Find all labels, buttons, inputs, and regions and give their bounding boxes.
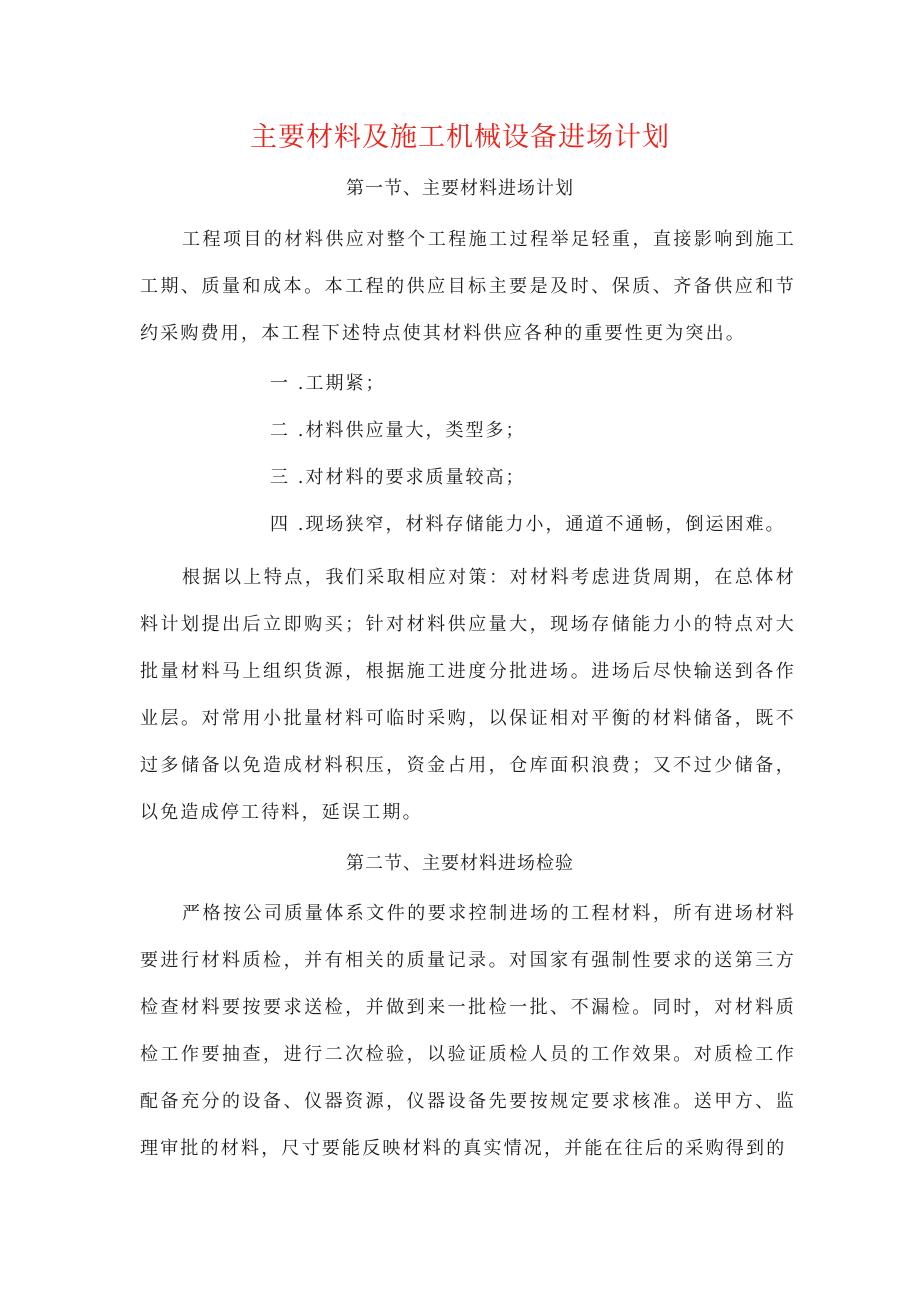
- section-2-heading: 第二节、主要材料进场检验: [346, 853, 574, 874]
- list-item: 四 .现场狭窄，材料存储能力小，通道不通畅，倒运困难。: [270, 514, 786, 535]
- section-1-intro-paragraph: 工程项目的材料供应对整个工程施工过程举足轻重，直接影响到施工工期、质量和成本。本工程的供应目标主要是及时、保质、齐备供应和节约采购费用，本工程下述特点使其材料供应各种的重要性更为突出。: [140, 229, 796, 344]
- section-1-measures-paragraph: 根据以上特点，我们采取相应对策：对材料考虑进货周期，在总体材料计划提出后立即购买；针对材料供应量大，现场存储能力小的特点对大批量材料马上组织货源，根据施工进度分批进场。进场后尽快输送到各作业层。对常用小批量材料可临时采购，以保证相对平衡的材料储备，既不过多储备以免造成材料积压，资金占用，仓库面积浪费；又不过少储备，以免造成停工待料，延误工期。: [140, 567, 796, 823]
- list-item: 三 .对材料的要求质量较高；: [270, 467, 526, 488]
- list-item: 一 .工期紧；: [270, 373, 386, 394]
- section-1-heading: 第一节、主要材料进场计划: [346, 178, 574, 199]
- list-item: 二 .材料供应量大，类型多；: [270, 420, 526, 441]
- document-title: 主要材料及施工机械设备进场计划: [250, 122, 670, 153]
- section-2-body-paragraph: 严格按公司质量体系文件的要求控制进场的工程材料，所有进场材料要进行材料质检，并有相关的质量记录。对国家有强制性要求的送第三方检查材料要按要求送检，并做到来一批检一批、不漏检。同时，对材料质检工作要抽查，进行二次检验，以验证质检人员的工作效果。对质检工作配备充分的设备、仪器资源，仪器设备先要按规定要求核准。送甲方、监理审批的材料，尺寸要能反映材料的真实情况，并能在往后的采购得到的: [140, 903, 796, 1159]
